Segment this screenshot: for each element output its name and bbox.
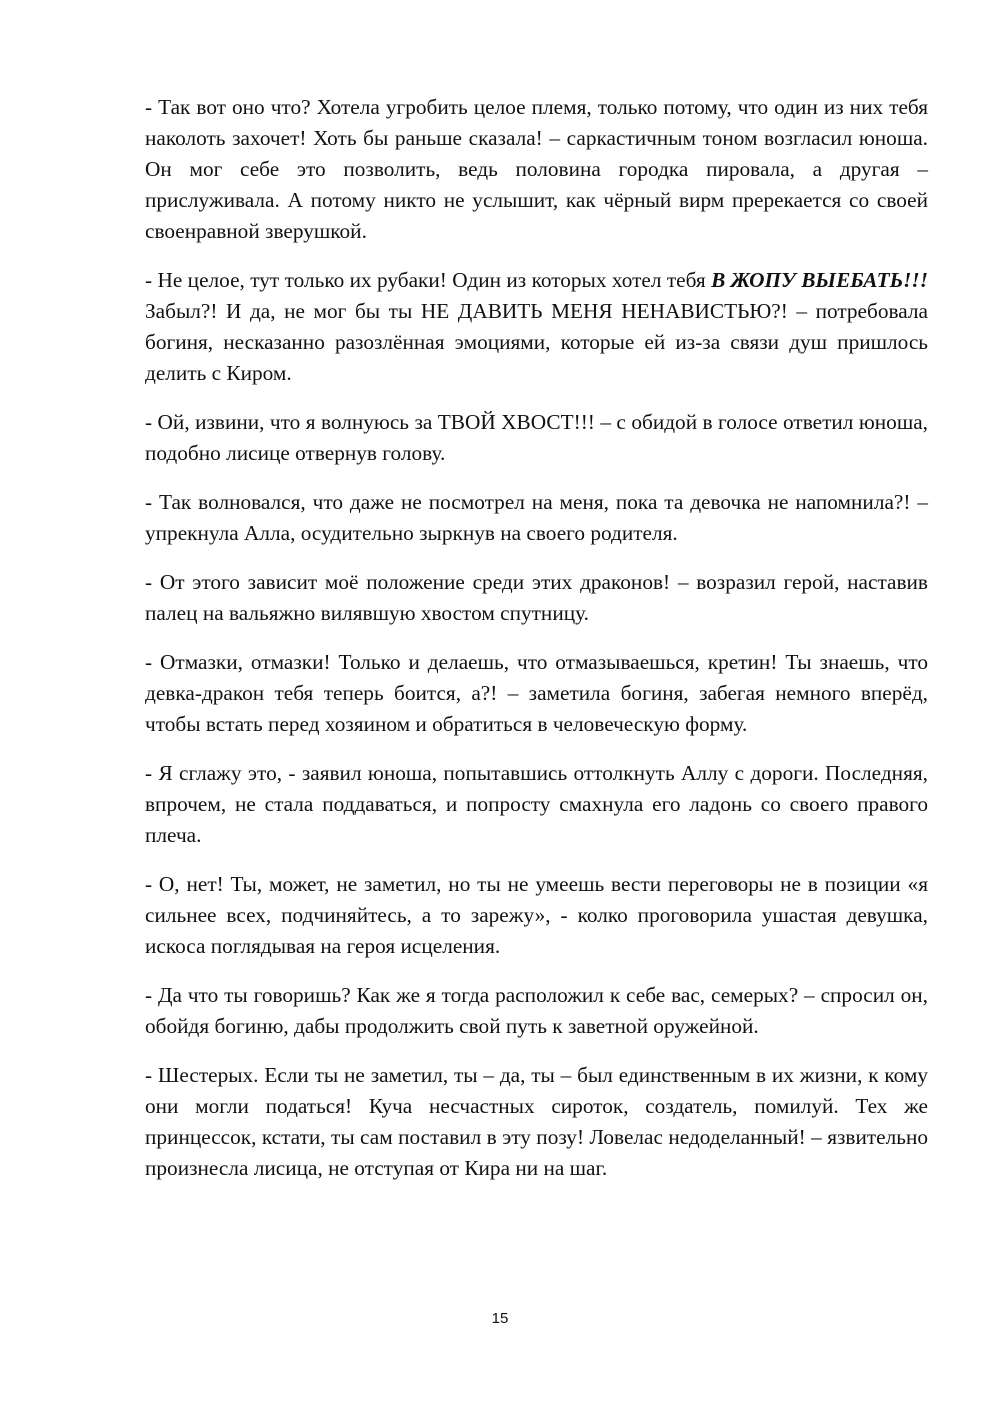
paragraph-text: - Шестерых. Если ты не заметил, ты – да, ты – был единственным в их жизни, к кому они могли податься! Куча несчастных сироток, создатель, помилуй. Тех же принцессок, кстати, ты сам поставил в эту позу! Ловелас недоделанный! – язвительно произнесла лисица, не отступая от Кира ни на шаг. xyxy=(145,1063,928,1180)
document-body xyxy=(145,92,928,1184)
paragraph-2 xyxy=(145,265,928,389)
page-number: 15 xyxy=(491,1310,509,1327)
paragraph-4 xyxy=(145,487,928,549)
paragraph-text: - Не целое, тут только их рубаки! Один из которых хотел тебя xyxy=(145,268,712,292)
paragraph-text: - Да что ты говоришь? Как же я тогда расположил к себе вас, семерых? – спросил он, обойдя богиню, дабы продолжить свой путь к заветной оружейной. xyxy=(145,983,928,1038)
paragraph-text: - Так вот оно что? Хотела угробить целое племя, только потому, что один из них тебя наколоть захочет! Хоть бы раньше сказала! – саркастичным тоном возгласил юноша. Он мог себе это позволить, ведь половина городка пировала, а другая – прислуживала. А потому никто не услышит, как чёрный вирм пререкается со своей своенравной зверушкой. xyxy=(145,95,928,243)
paragraph-9 xyxy=(145,980,928,1042)
paragraph-5 xyxy=(145,567,928,629)
paragraph-text: - Я сглажу это, - заявил юноша, попытавшись оттолкнуть Аллу с дороги. Последняя, впрочем, не стала поддаваться, и попросту смахнула его ладонь со своего правого плеча. xyxy=(145,761,928,847)
paragraph-text: - Ой, извини, что я волнуюсь за ТВОЙ ХВОСТ!!! – с обидой в голосе ответил юноша, подобно лисице отвернув голову. xyxy=(145,410,928,465)
paragraph-8 xyxy=(145,869,928,962)
paragraph-text: - Так волновался, что даже не посмотрел на меня, пока та девочка не напомнила?! – упрекнула Алла, осудительно зыркнув на своего родителя. xyxy=(145,490,928,545)
paragraph-1 xyxy=(145,92,928,247)
emphasized-text: В ЖОПУ ВЫЕБАТЬ!!! xyxy=(711,268,928,292)
paragraph-text: - От этого зависит моё положение среди этих драконов! – возразил герой, наставив палец на вальяжно вилявшую хвостом спутницу. xyxy=(145,570,928,625)
paragraph-text: - Отмазки, отмазки! Только и делаешь, что отмазываешься, кретин! Ты знаешь, что девка-дракон тебя теперь боится, а?! – заметила богиня, забегая немного вперёд, чтобы встать перед хозяином и обратиться в человеческую форму. xyxy=(145,650,928,736)
paragraph-7 xyxy=(145,758,928,851)
paragraph-6 xyxy=(145,647,928,740)
paragraph-3 xyxy=(145,407,928,469)
paragraph-text: Забыл?! И да, не мог бы ты НЕ ДАВИТЬ МЕНЯ НЕНАВИСТЬЮ?! – потребовала богиня, несказанно разозлённая эмоциями, которые ей из-за связи душ пришлось делить с Киром. xyxy=(145,299,928,385)
paragraph-10 xyxy=(145,1060,928,1184)
paragraph-text: - О, нет! Ты, может, не заметил, но ты не умеешь вести переговоры не в позиции «я сильнее всех, подчиняйтесь, а то зарежу», - колко проговорила ушастая девушка, искоса поглядывая на героя исцеления. xyxy=(145,872,928,958)
